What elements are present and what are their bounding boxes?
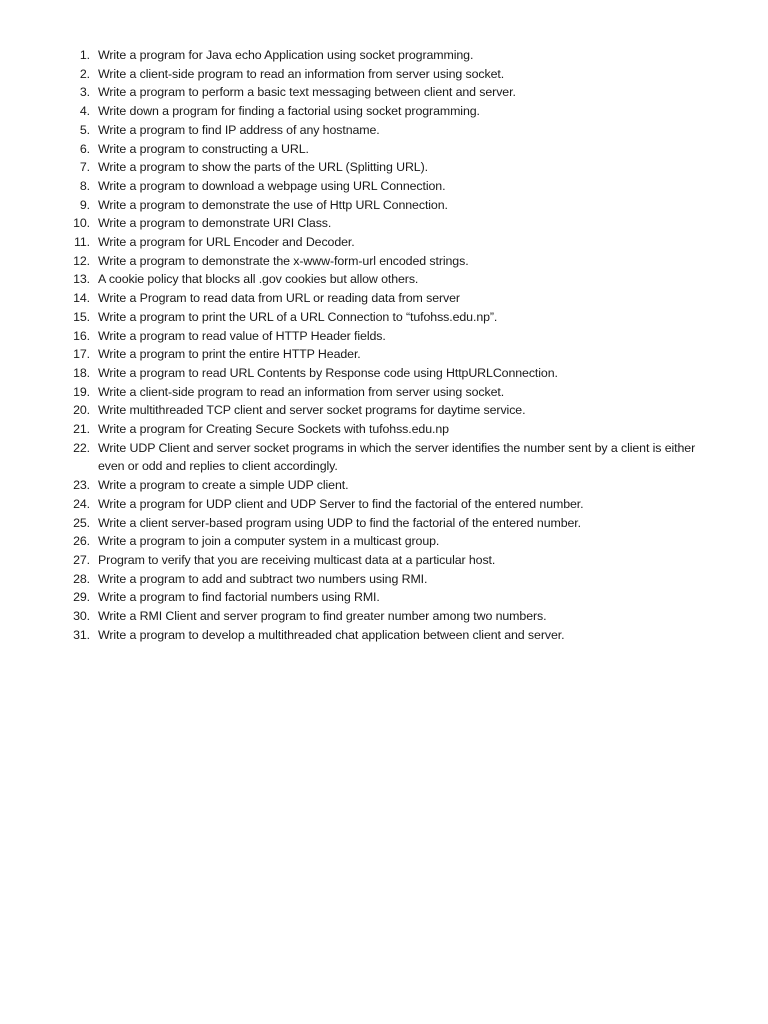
list-item: [60, 551, 720, 570]
list-item-number: 24.: [73, 496, 90, 511]
list-item-text: Write a RMI Client and server program to find greater number among two numbers.: [98, 609, 547, 624]
task-list: [60, 46, 720, 645]
list-item: [60, 121, 720, 140]
list-item: [60, 46, 720, 65]
list-item: [60, 345, 720, 364]
list-item: [60, 495, 720, 514]
list-item: [60, 514, 720, 533]
list-item-number: 5.: [79, 122, 90, 137]
list-item-number: 8.: [79, 178, 90, 193]
list-item: [60, 177, 720, 196]
list-item: [60, 327, 720, 346]
list-item: [60, 196, 720, 215]
list-item-text: Write a program to demonstrate the x-www-form-url encoded strings.: [98, 253, 469, 268]
list-item-text: Write a program to find IP address of any hostname.: [98, 122, 380, 137]
list-item: [60, 102, 720, 121]
list-item: [60, 401, 720, 420]
list-item-text: Write a program for URL Encoder and Decoder.: [98, 235, 355, 250]
list-item-text: Write a program to print the entire HTTP Header.: [98, 347, 361, 362]
list-item-text: Write a program for Java echo Application using socket programming.: [98, 48, 474, 62]
list-item-text: Write UDP Client and server socket programs in which the server identifies the number sent by a client is either even or odd and replies to client accordingly.: [98, 440, 696, 474]
list-item-number: 17.: [73, 347, 90, 362]
list-item-text: Write a client-side program to read an information from server using socket.: [98, 384, 505, 399]
list-item-text: Write a program to read URL Contents by Response code using HttpURLConnection.: [98, 365, 558, 380]
list-item-text: Write a Program to read data from URL or reading data from server: [98, 291, 460, 306]
list-item-number: 25.: [73, 515, 90, 530]
list-item-text: Write a program to print the URL of a URL Connection to “tufohss.edu.np”.: [98, 309, 498, 324]
list-item: [60, 364, 720, 383]
list-item-text: Write a program to show the parts of the URL (Splitting URL).: [98, 160, 428, 175]
list-item-number: 14.: [73, 291, 90, 306]
list-item: [60, 420, 720, 439]
list-item: [60, 626, 720, 645]
list-item-text: Write a program to join a computer system in a multicast group.: [98, 534, 440, 549]
list-item: [60, 289, 720, 308]
list-item: [60, 140, 720, 159]
list-item-text: Write multithreaded TCP client and server socket programs for daytime service.: [98, 403, 526, 418]
list-item-text: Write a program for Creating Secure Sockets with tufohss.edu.np: [98, 422, 449, 437]
list-item-text: Write down a program for finding a factorial using socket programming.: [98, 104, 480, 119]
list-item: [60, 252, 720, 271]
list-item-text: Write a program to demonstrate URI Class.: [98, 216, 332, 231]
list-item-text: Write a program for UDP client and UDP Server to find the factorial of the entered number.: [98, 496, 584, 511]
list-item-number: 22.: [73, 440, 90, 455]
list-item-number: 2.: [79, 66, 90, 81]
list-item-number: 9.: [79, 197, 90, 212]
list-item-number: 29.: [73, 590, 90, 605]
list-item: [60, 383, 720, 402]
list-item: [60, 270, 720, 289]
list-item-number: 13.: [73, 272, 90, 287]
list-item-number: 26.: [73, 534, 90, 549]
list-item-text: Write a program to create a simple UDP client.: [98, 478, 349, 493]
list-item-text: Write a program to read value of HTTP Header fields.: [98, 328, 386, 343]
list-item: [60, 588, 720, 607]
list-item-text: Write a program to find factorial numbers using RMI.: [98, 590, 380, 605]
list-item-number: 27.: [73, 552, 90, 567]
list-item-number: 18.: [73, 365, 90, 380]
list-item-number: 23.: [73, 478, 90, 493]
list-item-number: 11.: [73, 235, 90, 250]
list-item-number: 31.: [73, 627, 90, 642]
list-item-number: 28.: [73, 571, 90, 586]
list-item-text: Write a program to download a webpage using URL Connection.: [98, 178, 446, 193]
list-item-number: 19.: [73, 384, 90, 399]
list-item: [60, 607, 720, 626]
list-item: [60, 233, 720, 252]
list-item-text: A cookie policy that blocks all .gov cookies but allow others.: [98, 272, 419, 287]
list-item-number: 7.: [79, 160, 90, 175]
list-item-number: 4.: [79, 104, 90, 119]
list-item-number: 10.: [73, 216, 90, 231]
list-item: [60, 65, 720, 84]
list-item-text: Write a program to demonstrate the use of Http URL Connection.: [98, 197, 448, 212]
list-item-number: 20.: [73, 403, 90, 418]
list-item-number: 6.: [79, 141, 90, 156]
list-item: [60, 308, 720, 327]
list-item: [60, 476, 720, 495]
list-item-text: Write a program to perform a basic text messaging between client and server.: [98, 85, 516, 100]
list-item-number: 30.: [73, 609, 90, 624]
list-item: [60, 158, 720, 177]
list-item-text: Write a program to add and subtract two numbers using RMI.: [98, 571, 428, 586]
list-item: [60, 439, 720, 476]
list-item-number: 16.: [73, 328, 90, 343]
list-item: [60, 570, 720, 589]
list-item: [60, 214, 720, 233]
list-item-text: Write a client-side program to read an information from server using socket.: [98, 66, 505, 81]
list-item-number: 1.: [79, 48, 90, 62]
list-item-number: 21.: [73, 422, 90, 437]
list-item-text: Write a program to constructing a URL.: [98, 141, 309, 156]
list-item-number: 15.: [73, 309, 90, 324]
list-item-text: Program to verify that you are receiving multicast data at a particular host.: [98, 552, 496, 567]
list-item-text: Write a program to develop a multithreaded chat application between client and server.: [98, 627, 565, 642]
list-item-text: Write a client server-based program using UDP to find the factorial of the entered number.: [98, 515, 581, 530]
list-item-number: 12.: [73, 253, 90, 268]
list-item: [60, 532, 720, 551]
list-item-number: 3.: [79, 85, 90, 100]
list-item: [60, 83, 720, 102]
